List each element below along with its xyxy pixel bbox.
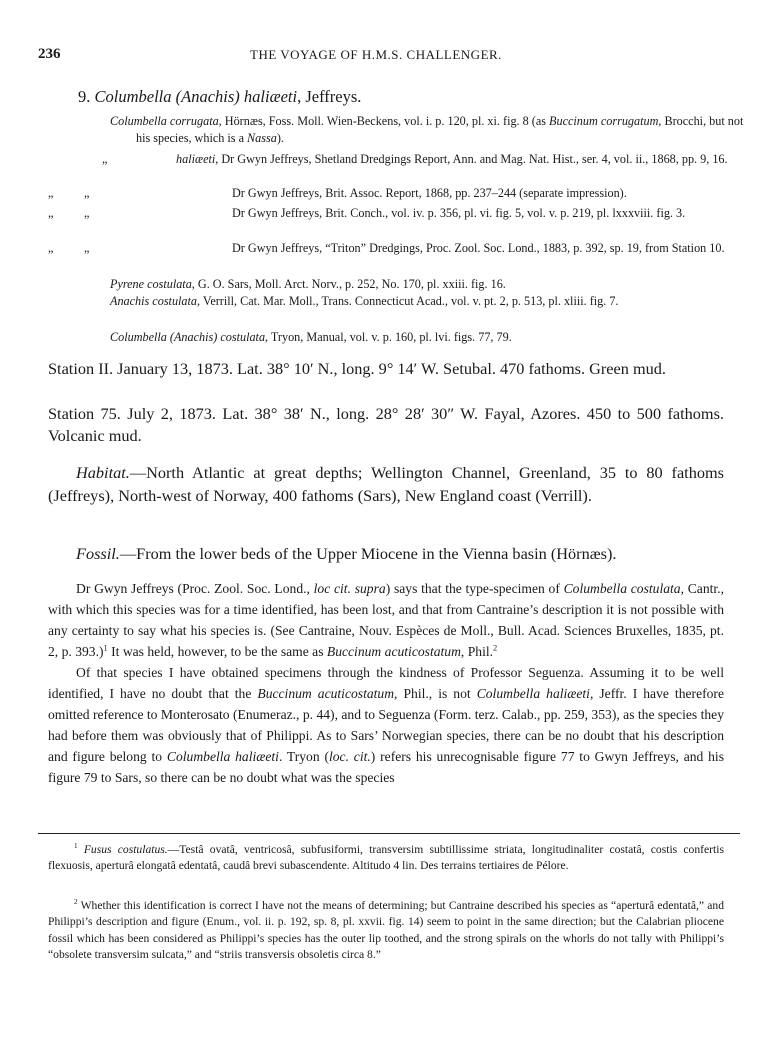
species-epithet: haliæeti <box>243 87 298 106</box>
page-number: 236 <box>38 46 61 62</box>
footnote-2: $^2$ Whether this identification is correct I have not the means of determining; but Cantraine described his species as “aperturâ edentatâ,” and Philippi’s description and figure (Enum., vol. ii. p. 192, sp. 8, pl. xxvii. fig. 14) seem to point in the same direction; but the Calabrian pliocene fossil which has been considered as Philippi’s species has the outer lip toothed, and the strong spirals on the whorls do not tally with Philippi’s “obsolete transversim sulcata,” and “striis transversis obsoletis circa 8.” <box>48 898 724 961</box>
ditto-mark: „ <box>84 186 90 200</box>
species-subgenus: (Anachis) <box>175 87 240 106</box>
synonym-entry: Anachis costulata, Verrill, Cat. Mar. Moll., Trans. Connecticut Acad., vol. v. pt. 2, p. 513, pl. xliii. fig. 7. <box>110 294 619 308</box>
ditto-mark: „ <box>48 186 54 200</box>
ditto-mark: „ <box>48 206 54 220</box>
body-paragraph: Dr Gwyn Jeffreys (Proc. Zool. Soc. Lond., loc cit. supra) says that the type-specimen of Columbella costulata, Cantr., with which this species was for a time identified, has been lost, and that from Cantraine’s description it is not possible with any certainty to say what his species is. (See Cantraine, Nouv. Espèces de Moll., Bull. Acad. Sciences Bruxelles, 1835, pt. 2, p. 393.)$^1$ It was held, however, to be the same as Buccinum acuticostatum, Phil.$^2$ <box>48 581 724 659</box>
synonym-entry: „ „ Dr Gwyn Jeffreys, “Triton” Dredgings, Proc. Zool. Soc. Lond., 1883, p. 392, sp. 19, from Station 10. <box>48 241 725 255</box>
station-record: Station 75. July 2, 1873. Lat. 38° 38′ N., long. 28° 28′ 30″ W. Fayal, Azores. 450 to 500 fathoms. Volcanic mud. <box>48 404 724 445</box>
fossil-label: Fossil. <box>76 544 120 563</box>
footnote-rule <box>38 833 740 834</box>
running-title: THE VOYAGE OF H.M.S. CHALLENGER. <box>250 47 502 62</box>
ditto-mark: „ <box>102 152 108 166</box>
species-heading <box>78 87 361 107</box>
footnote-ref: 1 <box>103 642 108 653</box>
footnote-1: $^1$ Fusus costulatus.—Testâ ovatâ, ventricosâ, subfusiformi, transversim subtillissime striata, longitudinaliter costatâ, costis confertis flexuosis, aperturâ elongatâ edentatâ, caudâ brevi subascendente. Altitudo 4 lin. Des terrains tertiaires de Pélore. <box>48 842 724 873</box>
synonym-entry: Pyrene costulata, G. O. Sars, Moll. Arct. Norv., p. 252, No. 170, pl. xxiii. fig. 16. <box>110 277 506 291</box>
habitat-label: Habitat. <box>76 463 130 482</box>
station-record: Station II. January 13, 1873. Lat. 38° 10′ N., long. 9° 14′ W. Setubal. 470 fathoms. Green mud. <box>48 359 666 378</box>
synonym-entry: „ „ Dr Gwyn Jeffreys, Brit. Assoc. Report, 1868, pp. 237–244 (separate impression). <box>48 186 627 200</box>
synonym-entry: Columbella corrugata, Hörnæs, Foss. Moll. Wien-Beckens, vol. i. p. 120, pl. xi. fig. 8 (as Buccinum corrugatum, Brocchi, but not his species, which is a Nassa). <box>110 114 744 145</box>
habitat-paragraph: Habitat.—North Atlantic at great depths; Wellington Channel, Greenland, 35 to 80 fathoms (Jeffreys), North-west of Norway, 400 fathoms (Sars), New England coast (Verrill). <box>48 463 724 505</box>
synonym-entry: „ „ Dr Gwyn Jeffreys, Brit. Conch., vol. iv. p. 356, pl. vi. fig. 5, vol. v. p. 219, pl. lxxxviii. fig. 3. <box>48 206 686 220</box>
ditto-mark: „ <box>84 206 90 220</box>
species-number: 9. <box>78 87 91 106</box>
fossil-paragraph: Fossil.—From the lower beds of the Upper Miocene in the Vienna basin (Hörnæs). <box>76 544 617 563</box>
synonym-entry: Columbella (Anachis) costulata, Tryon, Manual, vol. v. p. 160, pl. lvi. figs. 77, 79. <box>110 330 512 344</box>
synonym-entry: „ haliæeti, Dr Gwyn Jeffreys, Shetland Dredgings Report, Ann. and Mag. Nat. Hist., ser. 4, vol. ii., 1868, pp. 9, 16. <box>102 152 728 166</box>
footnote-ref: 2 <box>493 642 498 653</box>
body-paragraph: Of that species I have obtained specimens through the kindness of Professor Seguenza. Assuming it to be well identified, I have no doubt that the Buccinum acuticostatum, Phil., is not Columbella haliæeti, Jeffr. I have therefore omitted reference to Monterosato (Enumeraz., p. 44), and to Seguenza (Form. terz. Calab., pp. 259, 353), as the species they had before them was obviously that of Philippi. As to Sars’ Norwegian species, there can be no doubt that his description and figure belong to Columbella haliæeti. Tryon (loc. cit.) refers his unrecognisable figure 77 to Gwyn Jeffreys, and his figure 79 to Sars, so there can be no doubt what was the species <box>48 665 724 785</box>
species-author: , Jeffreys. <box>297 87 362 106</box>
ditto-mark: „ <box>84 241 90 255</box>
synonymy-list <box>110 113 750 147</box>
species-genus: Columbella <box>94 87 172 106</box>
ditto-mark: „ <box>48 241 54 255</box>
